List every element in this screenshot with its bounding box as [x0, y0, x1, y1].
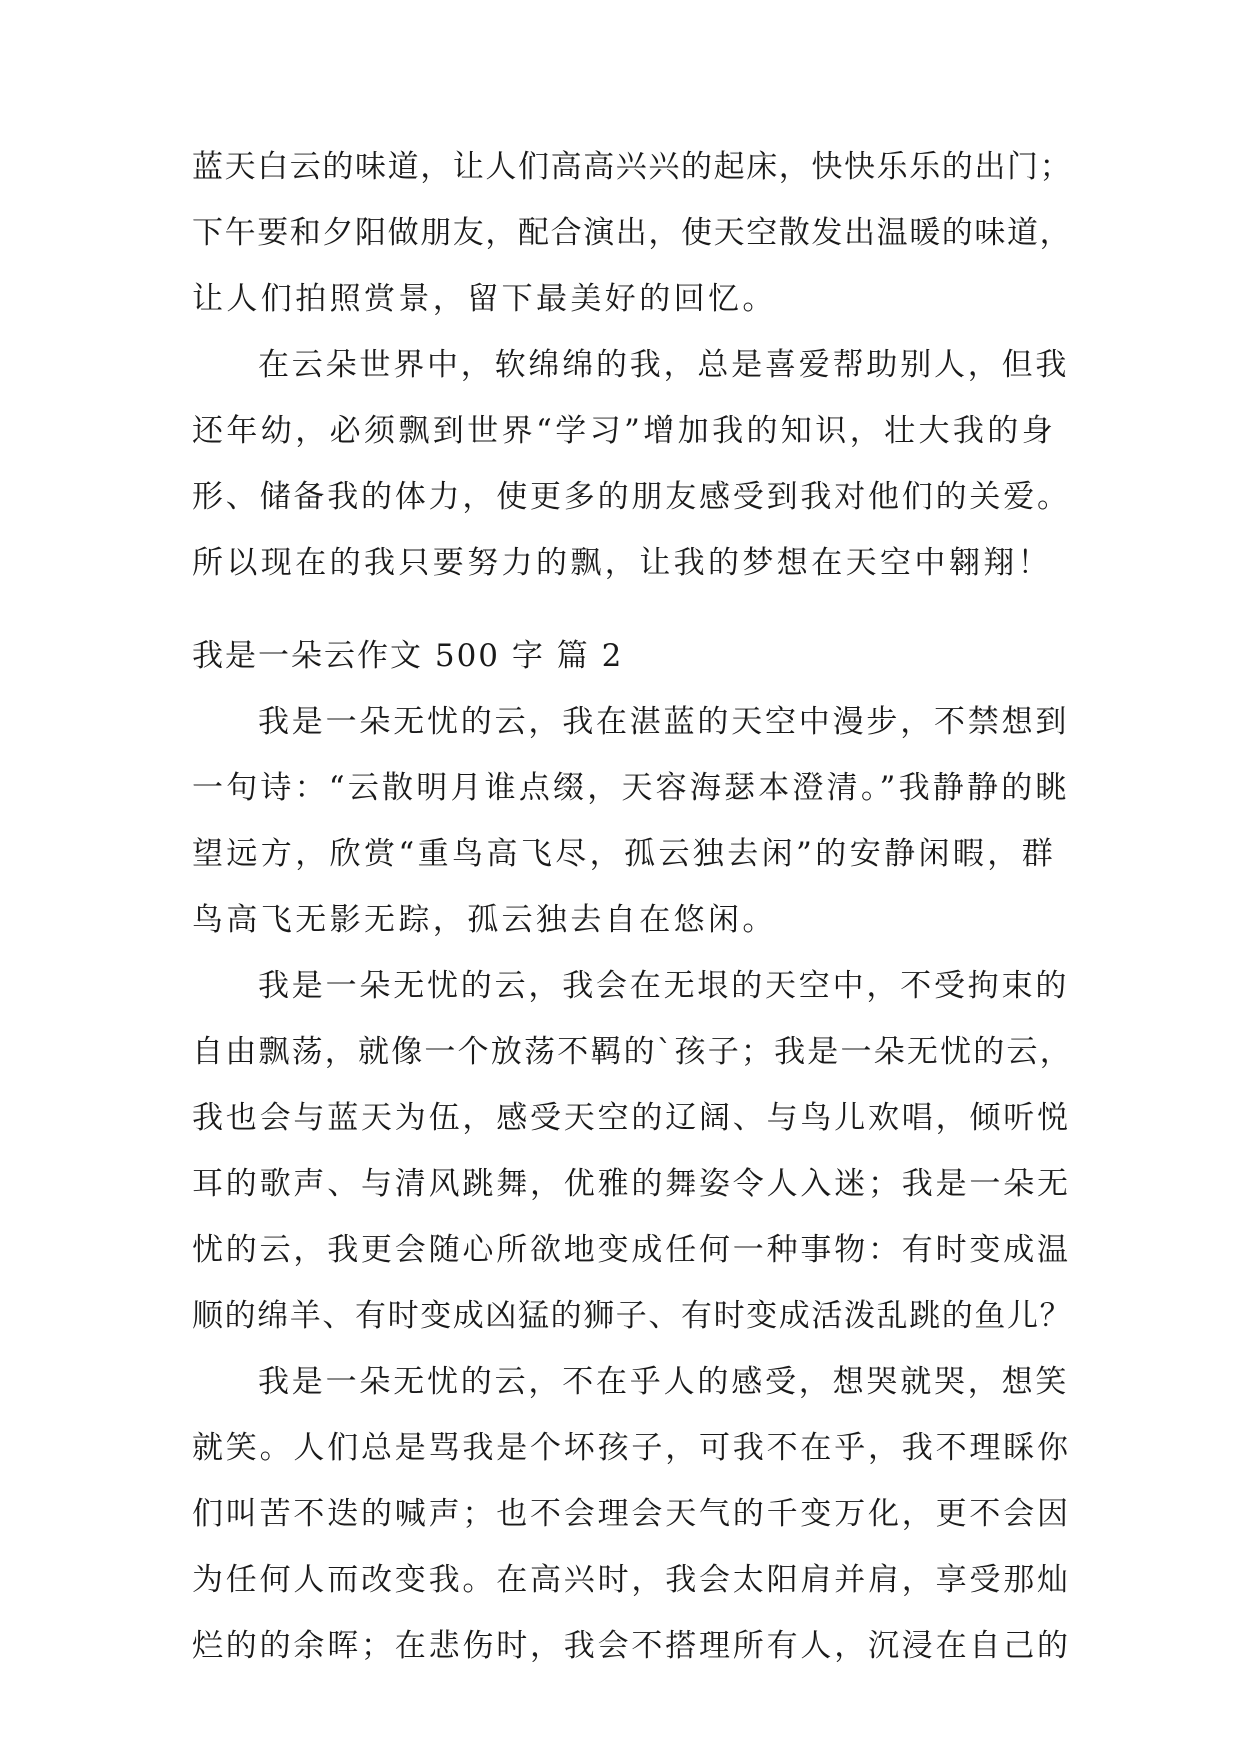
text-line: 一句诗：“云散明月谁点缀，天容海瑟本澄清。”我静静的眺	[192, 770, 1070, 806]
text-line: 忧的云，我更会随心所欲地变成任何一种事物：有时变成温	[192, 1232, 1071, 1268]
text-line: 望远方，欣赏“重鸟高飞尽，孤云独去闲”的安静闲暇，群	[192, 836, 1057, 872]
text-line: 在云朵世界中，软绵绵的我，总是喜爱帮助别人，但我	[258, 347, 1070, 383]
text-line: 耳的歌声、与清风跳舞，优雅的舞姿令人入迷；我是一朵无	[192, 1166, 1071, 1202]
text-line: 还年幼，必须飘到世界“学习”增加我的知识，壮大我的身	[192, 413, 1057, 449]
text-line: 形、储备我的体力，使更多的朋友感受到我对他们的关爱。	[192, 479, 1071, 515]
text-line: 顺的绵羊、有时变成凶猛的狮子、有时变成活泼乱跳的鱼儿？	[192, 1298, 1073, 1334]
text-line: 所以现在的我只要努力的飘，让我的梦想在天空中翱翔！	[192, 545, 1052, 581]
text-line: 就笑。人们总是骂我是个坏孩子，可我不在乎，我不理睬你	[192, 1430, 1071, 1466]
section-heading: 我是一朵云作文 500 字 篇 2	[192, 638, 624, 674]
text-line: 们叫苦不迭的喊声；也不会理会天气的千变万化，更不会因	[192, 1496, 1071, 1532]
text-line: 为任何人而改变我。在高兴时，我会太阳肩并肩，享受那灿	[192, 1562, 1071, 1598]
text-line: 鸟高飞无影无踪，孤云独去自在悠闲。	[192, 902, 777, 938]
text-line: 自由飘荡，就像一个放荡不羁的`孩子；我是一朵无忧的云，	[192, 1034, 1073, 1070]
text-line: 我也会与蓝天为伍，感受天空的辽阔、与鸟儿欢唱，倾听悦	[192, 1100, 1071, 1136]
text-line: 我是一朵无忧的云，我会在无垠的天空中，不受拘束的	[258, 968, 1070, 1004]
text-line: 烂的的余晖；在悲伤时，我会不搭理所有人，沉浸在自己的	[192, 1628, 1071, 1664]
text-line: 让人们拍照赏景，留下最美好的回忆。	[192, 281, 777, 317]
text-line: 下午要和夕阳做朋友，配合演出，使天空散发出温暖的味道，	[192, 215, 1073, 251]
text-line: 我是一朵无忧的云，我在湛蓝的天空中漫步，不禁想到	[258, 704, 1070, 740]
text-line: 我是一朵无忧的云，不在乎人的感受，想哭就哭，想笑	[258, 1364, 1070, 1400]
text-line: 蓝天白云的味道，让人们高高兴兴的起床，快快乐乐的出门；	[192, 149, 1073, 185]
